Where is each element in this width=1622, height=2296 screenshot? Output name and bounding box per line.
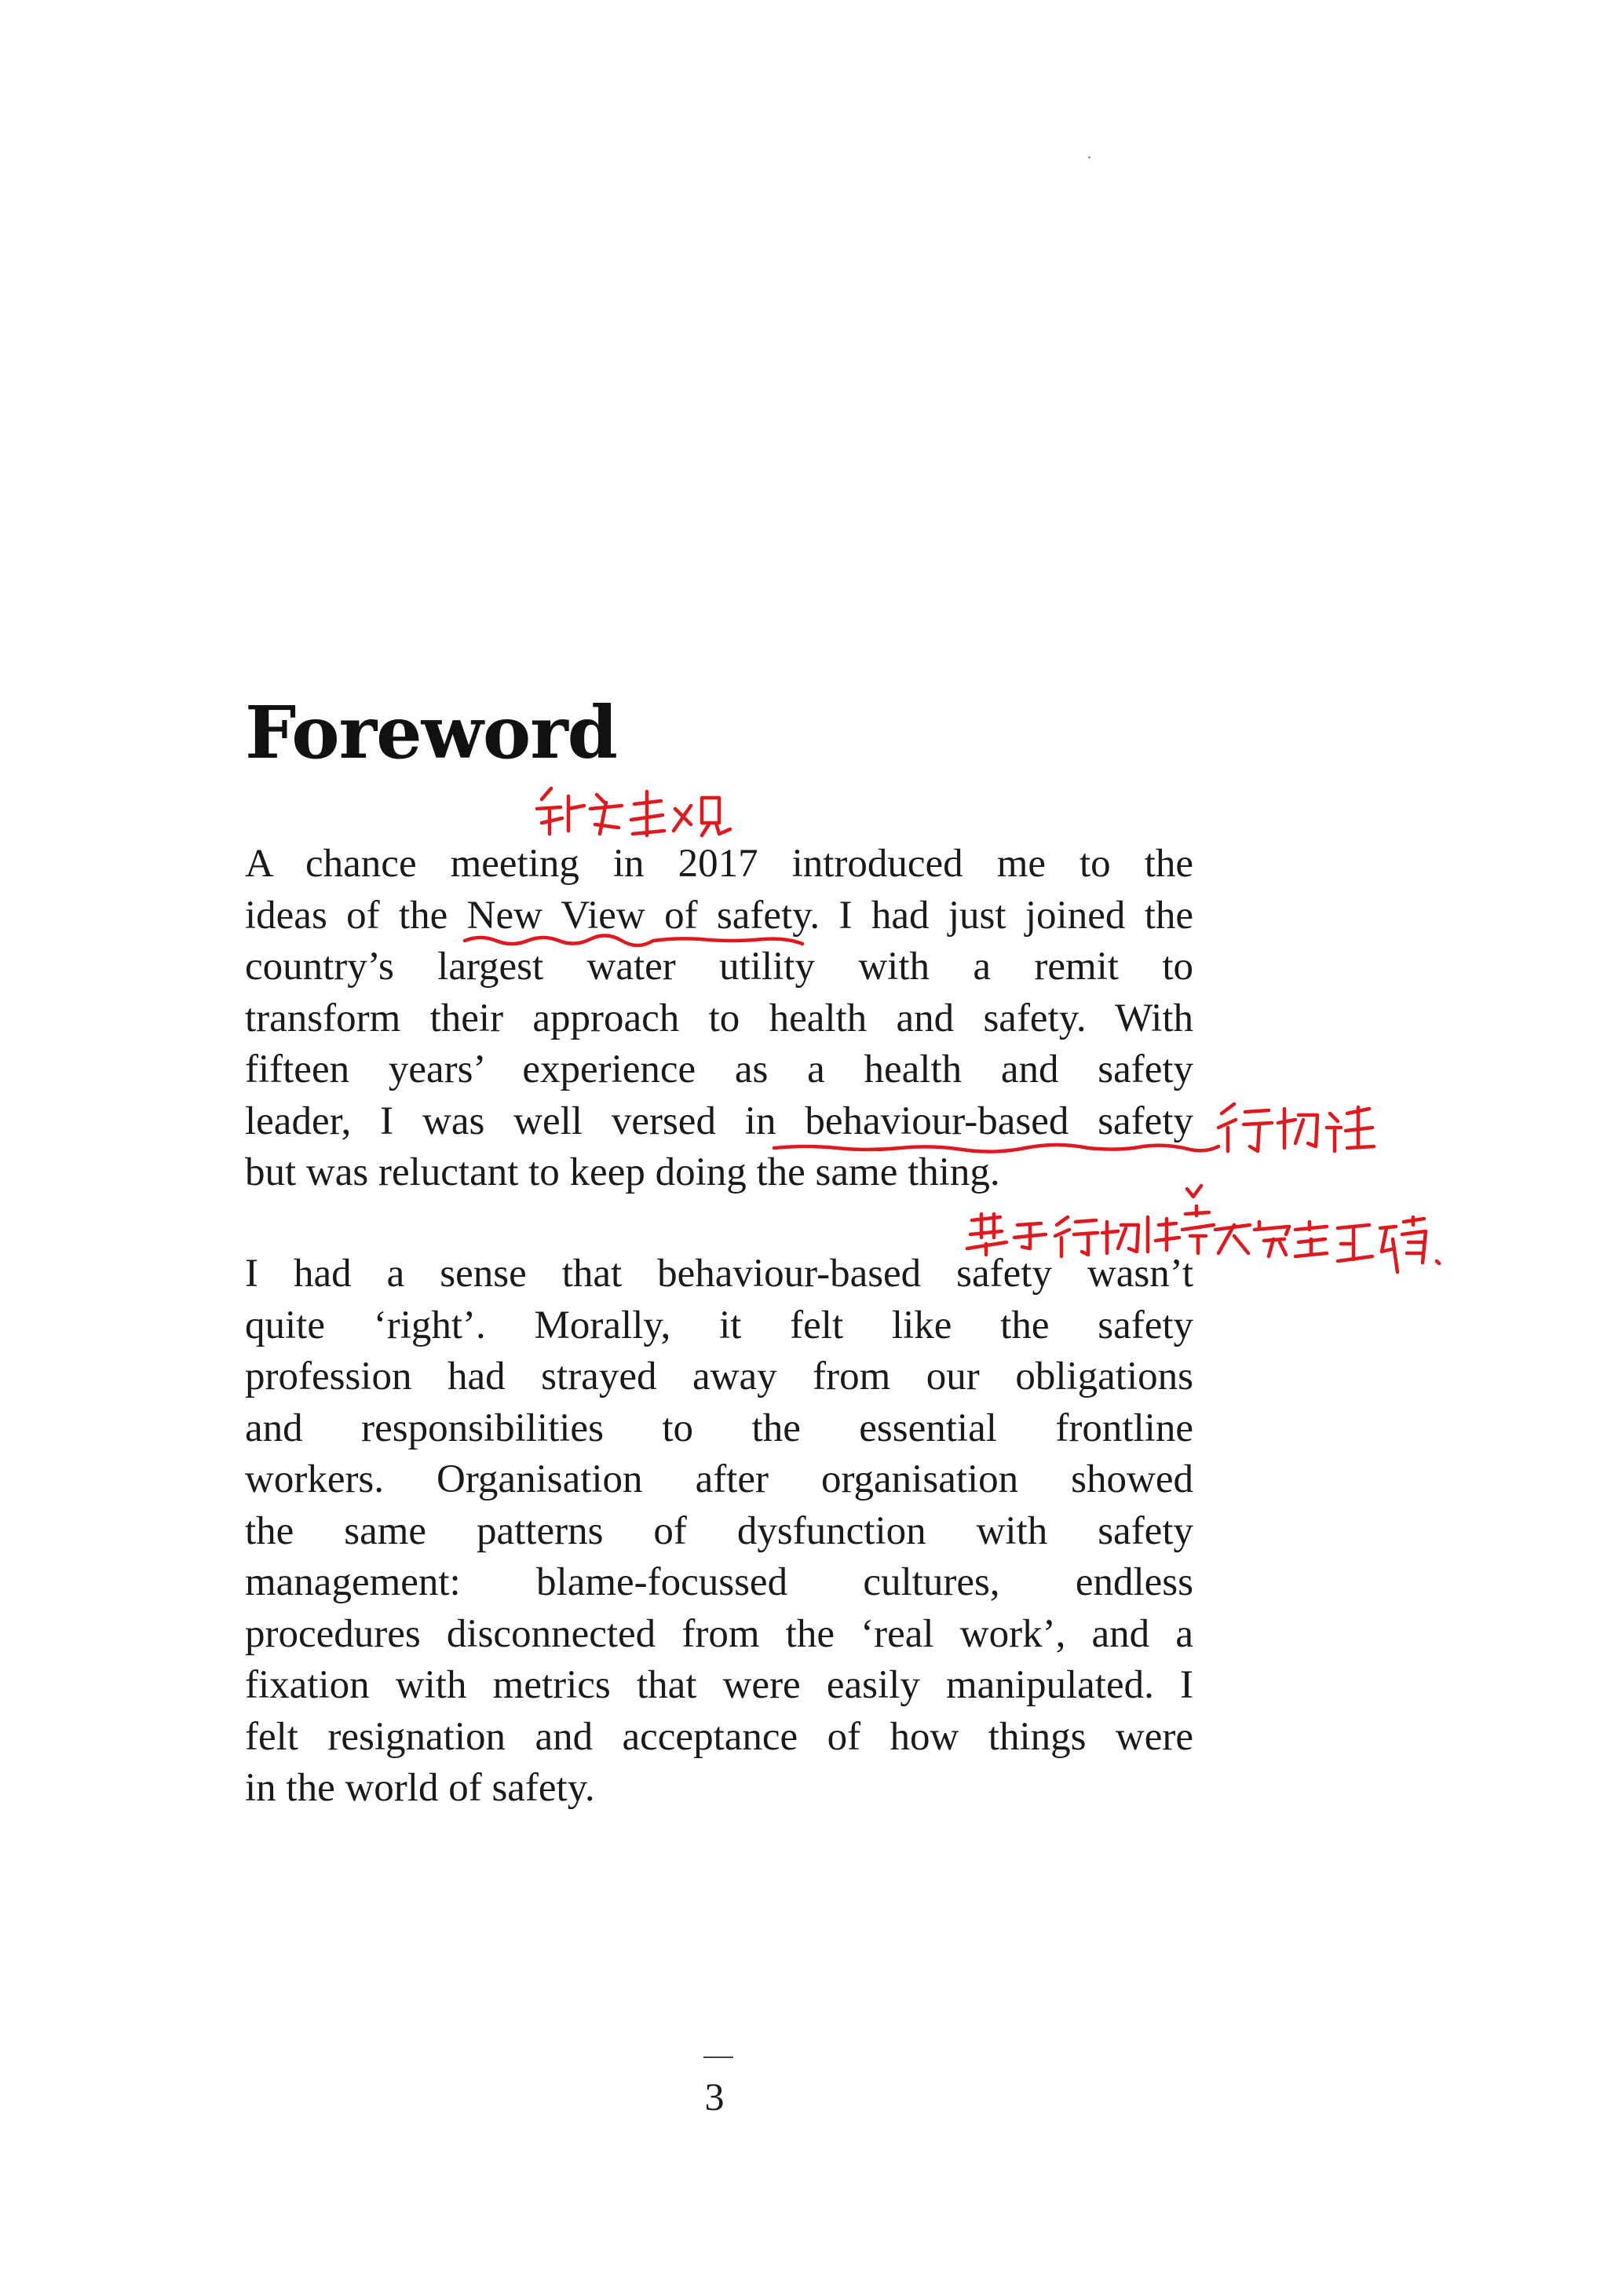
- text-line: procedures disconnected from the ‘real work’, and a: [245, 1611, 1193, 1656]
- text-line: fifteen years’ experience as a health and safety: [245, 1047, 1193, 1091]
- paragraph-1: [245, 839, 1193, 1199]
- text-line: country’s largest water utility with a remit to: [245, 945, 1193, 989]
- text-line: management: blame-focussed cultures, endless: [245, 1560, 1193, 1604]
- handwritten-note-behaviour-safety: [1218, 1104, 1374, 1151]
- scan-speck: [1088, 156, 1090, 159]
- page-number: 3: [704, 2075, 725, 2119]
- text-line: fixation with metrics that were easily manipulated. I: [245, 1663, 1193, 1707]
- text-line: transform their approach to health and safety. With: [245, 996, 1193, 1040]
- text-line: I had a sense that behaviour-based safety wasn’t: [245, 1252, 1193, 1296]
- handwritten-note-new-view: [537, 788, 730, 835]
- text-line: the same patterns of dysfunction with safety: [245, 1508, 1193, 1553]
- text-line: but was reluctant to keep doing the same thing.: [245, 1150, 1000, 1194]
- text-line: workers. Organisation after organisation showed: [245, 1457, 1193, 1501]
- page-title: Foreword: [245, 690, 618, 775]
- text-line: A chance meeting in 2017 introduced me to the: [245, 842, 1193, 886]
- paragraph-2: [245, 1249, 1193, 1815]
- text-line: quite ‘right’. Morally, it felt like the safety: [245, 1303, 1193, 1347]
- text-line: and responsibilities to the essential frontline: [245, 1406, 1193, 1450]
- text-line: felt resignation and acceptance of how things were: [245, 1714, 1193, 1759]
- text-line: in the world of safety.: [245, 1766, 595, 1810]
- text-line: profession had strayed away from our obligations: [245, 1355, 1193, 1398]
- text-line: ideas of the New View of safety. I had just joined the: [245, 893, 1193, 938]
- text-line: leader, I was well versed in behaviour-based safety: [245, 1099, 1193, 1143]
- page-number-rule: [703, 2057, 733, 2058]
